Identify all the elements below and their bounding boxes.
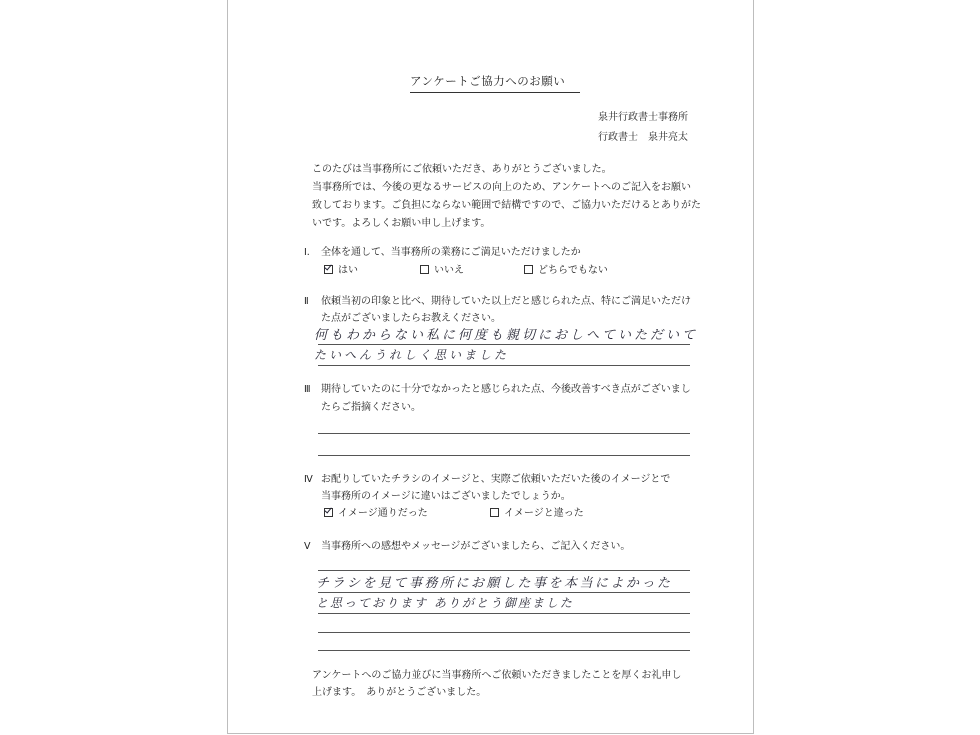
q1-number: Ⅰ. xyxy=(304,247,310,258)
survey-sheet xyxy=(227,0,754,734)
page-title: アンケートご協力へのお願い xyxy=(410,74,566,88)
q4-option-different[interactable]: イメージと違った xyxy=(490,507,584,521)
checkbox-icon[interactable] xyxy=(420,265,429,274)
title-underline xyxy=(410,92,580,93)
checkbox-icon[interactable] xyxy=(490,508,499,517)
intro-line: 当事務所では、今後の更なるサービスの向上のため、アンケートへのご記入をお願い xyxy=(312,182,691,193)
answer-line xyxy=(318,365,690,366)
q3-number: Ⅲ xyxy=(304,384,311,395)
intro-line: いです。よろしくお願い申し上げます。 xyxy=(312,218,491,229)
office-name: 泉井行政書士事務所 xyxy=(598,112,688,123)
q2-question-line: た点がございましたらお教えください。 xyxy=(321,313,501,324)
q4-question-line: 当事務所のイメージに違いはございましたでしょうか。 xyxy=(321,491,571,502)
q4-option-as-expected[interactable]: イメージ通りだった xyxy=(324,507,428,521)
q5-handwritten-answer: と思っております ありがとう御座ました xyxy=(316,596,574,610)
answer-line xyxy=(318,344,690,345)
q1-question: 全体を通して、当事務所の業務にご満足いただけましたか xyxy=(321,247,581,258)
person-name: 行政書士 泉井亮太 xyxy=(598,132,688,143)
q2-number: Ⅱ xyxy=(304,296,309,307)
q4-number: Ⅳ xyxy=(304,474,313,485)
q4-question-line: お配りしていたチラシのイメージと、実際ご依頼いただいた後のイメージとで xyxy=(321,474,671,485)
answer-line xyxy=(318,613,690,614)
answer-line xyxy=(318,570,690,571)
answer-line[interactable] xyxy=(318,650,690,651)
checkbox-icon[interactable] xyxy=(524,265,533,274)
q2-question-line: 依頼当初の印象と比べ、期待していた以上だと感じられた点、特にご満足いただけ xyxy=(321,296,691,307)
checked-box-icon[interactable] xyxy=(324,508,333,517)
q2-handwritten-answer: たいへんうれしく思いました xyxy=(314,348,510,362)
intro-line: このたびは当事務所にご依頼いただき、ありがとうございました。 xyxy=(312,164,612,175)
q1-option-yes[interactable]: はい xyxy=(324,264,358,278)
answer-line[interactable] xyxy=(318,455,690,456)
q3-question-line: たらご指摘ください。 xyxy=(321,402,421,413)
intro-line: 致しております。ご負担にならない範囲で結構ですので、ご協力いただけるとありがた xyxy=(312,200,701,211)
closing-line: 上げます。 ありがとうございました。 xyxy=(312,687,487,698)
q1-option-no[interactable]: いいえ xyxy=(420,264,464,278)
q5-question: 当事務所への感想やメッセージがございましたら、ご記入ください。 xyxy=(321,541,631,552)
answer-line xyxy=(318,592,690,593)
q2-handwritten-answer: 何もわからない私に何度も親切におしへていただいて xyxy=(314,328,699,343)
answer-line[interactable] xyxy=(318,433,690,434)
closing-line: アンケートへのご協力並びに当事務所へご依頼いただきましたことを厚くお礼申し xyxy=(312,670,682,681)
checked-box-icon[interactable] xyxy=(324,265,333,274)
q5-number: Ⅴ xyxy=(304,541,311,552)
q1-option-neither[interactable]: どちらでもない xyxy=(524,264,608,278)
q3-question-line: 期待していたのに十分でなかったと感じられた点、今後改善すべき点がございまし xyxy=(321,384,691,395)
q5-handwritten-answer: チラシを見て事務所にお願した事を本当によかった xyxy=(316,576,673,591)
answer-line[interactable] xyxy=(318,632,690,633)
